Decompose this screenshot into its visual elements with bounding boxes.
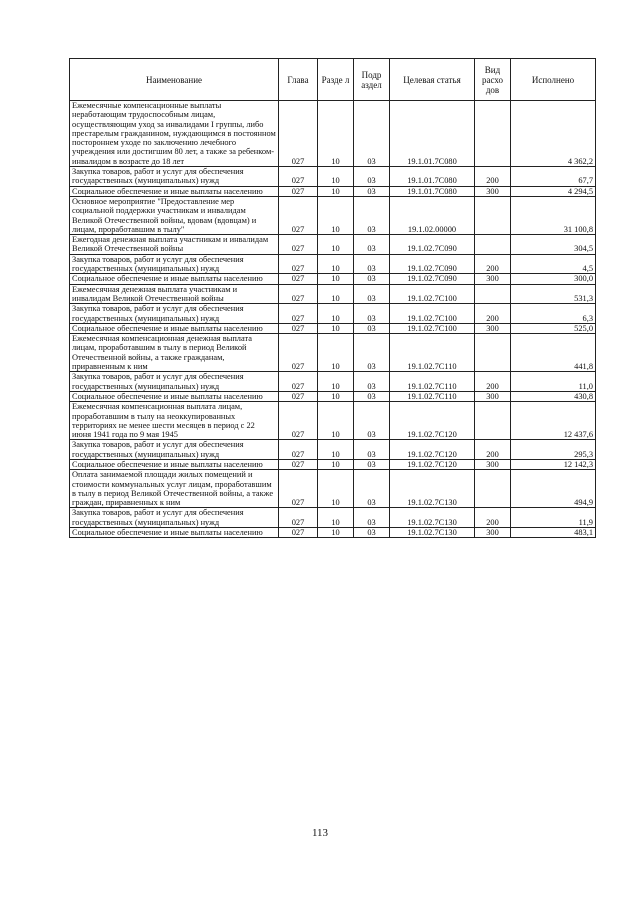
cell-expense-kind: 300 [475, 186, 511, 196]
header-name: Наименование [70, 59, 279, 101]
cell-executed-amount: 4 294,5 [511, 186, 596, 196]
cell-section: 10 [318, 470, 354, 508]
cell-chapter: 027 [279, 470, 318, 508]
cell-target-article: 19.1.02.7С130 [390, 508, 475, 528]
cell-target-article: 19.1.02.7С090 [390, 235, 475, 255]
budget-table-page [69, 58, 595, 538]
cell-chapter: 027 [279, 528, 318, 538]
cell-subsection: 03 [354, 101, 390, 167]
cell-executed-amount: 441,8 [511, 334, 596, 372]
cell-section: 10 [318, 186, 354, 196]
cell-name: Закупка товаров, работ и услуг для обеспечения государственных (муниципальных) нужд [70, 304, 279, 324]
table-header-row [70, 59, 596, 101]
table-row [70, 334, 596, 372]
cell-target-article: 19.1.01.7С080 [390, 186, 475, 196]
table-row [70, 304, 596, 324]
header-chapter: Глава [279, 59, 318, 101]
cell-subsection: 03 [354, 508, 390, 528]
cell-chapter: 027 [279, 323, 318, 333]
table-row [70, 508, 596, 528]
header-target-article: Целевая статья [390, 59, 475, 101]
table-row [70, 372, 596, 392]
cell-target-article: 19.1.02.00000 [390, 196, 475, 234]
cell-target-article: 19.1.02.7С090 [390, 254, 475, 274]
cell-chapter: 027 [279, 391, 318, 401]
table-row [70, 459, 596, 469]
cell-name: Социальное обеспечение и иные выплаты населению [70, 274, 279, 284]
table-row [70, 254, 596, 274]
cell-chapter: 027 [279, 304, 318, 324]
table-row [70, 440, 596, 460]
cell-chapter: 027 [279, 167, 318, 187]
cell-chapter: 027 [279, 459, 318, 469]
header-subsection: Подр аздел [354, 59, 390, 101]
cell-executed-amount: 525,0 [511, 323, 596, 333]
table-row [70, 196, 596, 234]
page-number: 113 [311, 827, 329, 839]
cell-expense-kind [475, 334, 511, 372]
cell-subsection: 03 [354, 196, 390, 234]
cell-section: 10 [318, 101, 354, 167]
cell-chapter: 027 [279, 284, 318, 304]
cell-subsection: 03 [354, 235, 390, 255]
cell-expense-kind [475, 284, 511, 304]
cell-target-article: 19.1.02.7С090 [390, 274, 475, 284]
cell-name: Социальное обеспечение и иные выплаты населению [70, 323, 279, 333]
cell-executed-amount: 6,3 [511, 304, 596, 324]
cell-executed-amount: 12 437,6 [511, 402, 596, 440]
cell-section: 10 [318, 167, 354, 187]
cell-chapter: 027 [279, 196, 318, 234]
cell-name: Ежемесячная денежная выплата участникам и инвалидам Великой Отечественной войны [70, 284, 279, 304]
cell-section: 10 [318, 440, 354, 460]
cell-name: Закупка товаров, работ и услуг для обеспечения государственных (муниципальных) нужд [70, 254, 279, 274]
table-row [70, 235, 596, 255]
table-row [70, 391, 596, 401]
cell-target-article: 19.1.02.7С100 [390, 284, 475, 304]
cell-subsection: 03 [354, 167, 390, 187]
table-row [70, 167, 596, 187]
cell-target-article: 19.1.02.7С100 [390, 304, 475, 324]
cell-expense-kind [475, 402, 511, 440]
header-executed-amount: Исполнено [511, 59, 596, 101]
cell-subsection: 03 [354, 323, 390, 333]
cell-subsection: 03 [354, 304, 390, 324]
cell-executed-amount: 12 142,3 [511, 459, 596, 469]
cell-executed-amount: 295,3 [511, 440, 596, 460]
cell-executed-amount: 4 362,2 [511, 101, 596, 167]
cell-target-article: 19.1.02.7С110 [390, 372, 475, 392]
cell-subsection: 03 [354, 186, 390, 196]
cell-subsection: 03 [354, 254, 390, 274]
cell-subsection: 03 [354, 440, 390, 460]
cell-section: 10 [318, 402, 354, 440]
cell-section: 10 [318, 372, 354, 392]
cell-expense-kind: 300 [475, 323, 511, 333]
cell-executed-amount: 304,5 [511, 235, 596, 255]
cell-executed-amount: 300,0 [511, 274, 596, 284]
cell-executed-amount: 31 100,8 [511, 196, 596, 234]
cell-executed-amount: 11,0 [511, 372, 596, 392]
cell-name: Ежемесячная компенсационная выплата лицам, проработавшим в тылу на неоккупированных территориях не менее шести месяцев в период с 22 июня 1941 года по 9 мая 1945 [70, 402, 279, 440]
cell-target-article: 19.1.02.7С120 [390, 440, 475, 460]
cell-section: 10 [318, 334, 354, 372]
cell-chapter: 027 [279, 254, 318, 274]
cell-section: 10 [318, 508, 354, 528]
cell-expense-kind [475, 101, 511, 167]
cell-name: Ежемесячная компенсационная денежная выплата лицам, проработавшим в тылу в период Великой Отечественной войны, а также гражданам, приравненным к ним [70, 334, 279, 372]
cell-section: 10 [318, 274, 354, 284]
table-row [70, 101, 596, 167]
cell-executed-amount: 531,3 [511, 284, 596, 304]
table-row [70, 528, 596, 538]
cell-section: 10 [318, 284, 354, 304]
cell-expense-kind: 300 [475, 391, 511, 401]
cell-expense-kind [475, 235, 511, 255]
cell-executed-amount: 67,7 [511, 167, 596, 187]
cell-section: 10 [318, 459, 354, 469]
cell-name: Социальное обеспечение и иные выплаты населению [70, 391, 279, 401]
cell-target-article: 19.1.02.7С130 [390, 470, 475, 508]
cell-chapter: 027 [279, 372, 318, 392]
cell-subsection: 03 [354, 284, 390, 304]
cell-expense-kind: 200 [475, 440, 511, 460]
cell-chapter: 027 [279, 186, 318, 196]
cell-chapter: 027 [279, 402, 318, 440]
table-row [70, 323, 596, 333]
table-body [70, 101, 596, 538]
table-row [70, 274, 596, 284]
cell-name: Социальное обеспечение и иные выплаты населению [70, 528, 279, 538]
cell-name: Ежегодная денежная выплата участникам и инвалидам Великой Отечественной войны [70, 235, 279, 255]
cell-expense-kind: 300 [475, 459, 511, 469]
cell-name: Ежемесячные компенсационные выплаты неработающим трудоспособным лицам, осуществляющим уход за инвалидами I группы, либо престарелым гражданином, нуждающимся в постоянном постороннем уходе по заключению лечебного учреждения или достигшим 80 лет, а также за ребенком-инвалидом в возрасте до 18 лет [70, 101, 279, 167]
cell-expense-kind [475, 196, 511, 234]
cell-section: 10 [318, 304, 354, 324]
cell-chapter: 027 [279, 440, 318, 460]
cell-chapter: 027 [279, 235, 318, 255]
cell-subsection: 03 [354, 470, 390, 508]
cell-section: 10 [318, 323, 354, 333]
cell-executed-amount: 483,1 [511, 528, 596, 538]
cell-executed-amount: 11,9 [511, 508, 596, 528]
cell-expense-kind: 200 [475, 304, 511, 324]
header-section: Разде л [318, 59, 354, 101]
cell-name: Социальное обеспечение и иные выплаты населению [70, 186, 279, 196]
cell-executed-amount: 4,5 [511, 254, 596, 274]
cell-expense-kind: 300 [475, 528, 511, 538]
cell-target-article: 19.1.02.7С110 [390, 391, 475, 401]
cell-section: 10 [318, 196, 354, 234]
cell-target-article: 19.1.02.7С110 [390, 334, 475, 372]
cell-expense-kind: 200 [475, 167, 511, 187]
table-row [70, 470, 596, 508]
cell-target-article: 19.1.01.7С080 [390, 167, 475, 187]
cell-target-article: 19.1.01.7С080 [390, 101, 475, 167]
cell-expense-kind: 200 [475, 372, 511, 392]
cell-name: Закупка товаров, работ и услуг для обеспечения государственных (муниципальных) нужд [70, 508, 279, 528]
table-row [70, 186, 596, 196]
budget-execution-table [69, 58, 596, 538]
cell-subsection: 03 [354, 459, 390, 469]
cell-subsection: 03 [354, 274, 390, 284]
cell-section: 10 [318, 254, 354, 274]
cell-chapter: 027 [279, 274, 318, 284]
cell-name: Оплата занимаемой площади жилых помещений и стоимости коммунальных услуг лицам, проработавшим в тылу в период Великой Отечественной войны, а также граждан, приравненных к ним [70, 470, 279, 508]
cell-executed-amount: 494,9 [511, 470, 596, 508]
cell-section: 10 [318, 391, 354, 401]
cell-expense-kind: 300 [475, 274, 511, 284]
table-row [70, 402, 596, 440]
cell-expense-kind [475, 470, 511, 508]
header-expense-kind: Вид расхо дов [475, 59, 511, 101]
cell-target-article: 19.1.02.7С130 [390, 528, 475, 538]
cell-target-article: 19.1.02.7С120 [390, 459, 475, 469]
cell-name: Основное мероприятие "Предоставление мер социальной поддержки участникам и инвалидам Великой Отечественной войны, вдовам (вдовцам) и лицам, проработавшим в тылу" [70, 196, 279, 234]
cell-subsection: 03 [354, 402, 390, 440]
cell-target-article: 19.1.02.7С100 [390, 323, 475, 333]
table-row [70, 284, 596, 304]
cell-section: 10 [318, 528, 354, 538]
cell-subsection: 03 [354, 372, 390, 392]
cell-expense-kind: 200 [475, 254, 511, 274]
cell-name: Закупка товаров, работ и услуг для обеспечения государственных (муниципальных) нужд [70, 167, 279, 187]
cell-chapter: 027 [279, 508, 318, 528]
cell-section: 10 [318, 235, 354, 255]
cell-chapter: 027 [279, 334, 318, 372]
cell-executed-amount: 430,8 [511, 391, 596, 401]
cell-name: Закупка товаров, работ и услуг для обеспечения государственных (муниципальных) нужд [70, 372, 279, 392]
cell-name: Социальное обеспечение и иные выплаты населению [70, 459, 279, 469]
cell-expense-kind: 200 [475, 508, 511, 528]
cell-subsection: 03 [354, 391, 390, 401]
cell-name: Закупка товаров, работ и услуг для обеспечения государственных (муниципальных) нужд [70, 440, 279, 460]
cell-subsection: 03 [354, 334, 390, 372]
cell-subsection: 03 [354, 528, 390, 538]
cell-chapter: 027 [279, 101, 318, 167]
cell-target-article: 19.1.02.7С120 [390, 402, 475, 440]
